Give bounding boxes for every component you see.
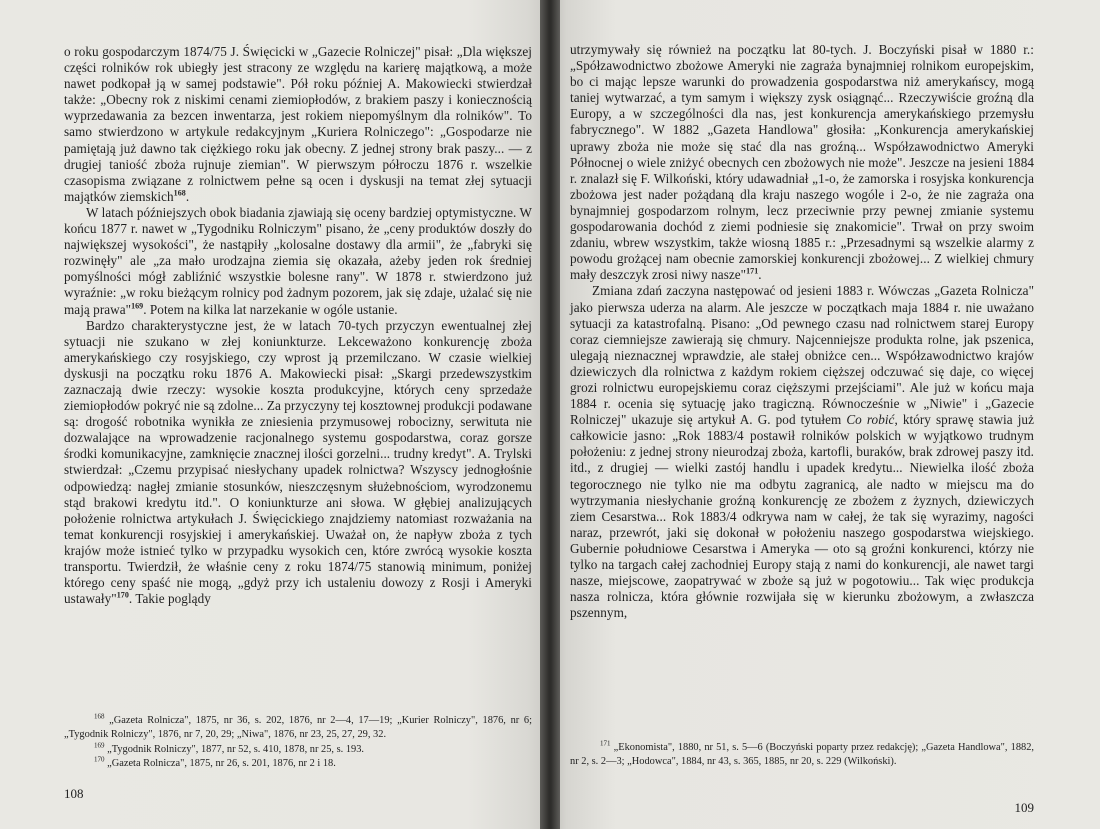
text-run: . <box>758 267 762 283</box>
text-run: , który sprawę stawia już całkowicie jasno: „Rok 1883/4 postawił rolników polskich w wyjątkowo trudnym położeniu: z jednej strony nieurodzaj zboża, kartofli, buraków, brak zdrowej paszy itd. itd., z drugiej — wielki zastój handlu i upadek kredytu... Niewielka ilość zboża tegorocznego nie tylko nie ma odbytu zagranicą, ale nadto w miejscu ma do wytrzymania niesłychanie groźną konkurencję ze zbożem z żyznych, dziewiczych ziem Cesarstwa... Rok 1883/4 odkrywa nam w całej, że tak się wyrazimy, nagości naraz, przewrót, jaki się dokonał w położeniu naszego gospodarstwa wiejskiego. Gubernie południowe Cesarstwa i Ameryka — oto są groźni konkurenci, którzy nie tylko na targach całej zachodniej Europy stają z nami do konkurencji, ale nawet targi nasze, miejscowe, zaopatrywać w zboże są już w pogotowiu... Tak więc produkcja nasza rolnicza, która głównie rozwijała się w kierunku zbożowym, a zwłaszcza pszennym, <box>570 412 1034 621</box>
footnote-text: „Tygodnik Rolniczy", 1877, nr 52, s. 410, 1878, nr 25, s. 193. <box>107 743 365 755</box>
left-footnotes <box>64 714 532 772</box>
text-run: . Takie poglądy <box>128 591 211 607</box>
text-run: . <box>185 188 190 204</box>
footnote <box>64 757 532 771</box>
footnote <box>570 741 1034 770</box>
italic-title: Co robić <box>846 412 895 428</box>
footnote-number: 171 <box>600 739 611 748</box>
page-number: 108 <box>64 786 84 801</box>
footnote-text: „Gazeta Rolnicza", 1875, nr 26, s. 201, 1876, nr 2 i 18. <box>107 758 336 770</box>
footnote-number: 169 <box>94 741 105 750</box>
footnote <box>64 714 532 743</box>
book-gutter <box>540 0 560 829</box>
text-run: W latach późniejszych obok biadania zjawiają się oceny bardziej optymistyczne. W końcu 1877 r. nawet w „Tygodniku Rolniczym" pisano, że „ceny produktów doszły do największej wysokości", że nastąpiły „kolosalne dostawy dla armii", że „fabryki się rozwinęły" ale „za mało urodzajna ziemia się okazała, ażeby jeden rok średniej pomyślności mógł zabliźnić wszystkie bolesne rany". W 1878 r. stwierdzono już wyraźnie: „w roku bieżącym rolnicy pod żadnym pozorem, jak się zdaje, użalać się nie mają prawa" <box>64 204 532 317</box>
text-run: Bardzo charakterystyczne jest, że w latach 70-tych przyczyn ewentualnej złej sytuacji nie szukano w złej koniunkturze. Lekceważono konkurencję zboża amerykańskiego czy rosyjskiego, czy wprost ją przemilczano. W czasie wielkiej dyskusji na początku roku 1876 A. Makowiecki pisał: „Skargi przedewszystkim zaznaczają dwie rzeczy: wysokie koszta produkcyjne, których ceny sprzedaże ziemiopłodów pokryć nie są zdolne... Za przyczyny tej kosztownej produkcji podawane są: drogość robotnika wynikła ze zniesienia przymusowej robocizny, serwituta nie dozwalające na wprowadzenie racjonalnego systemu gospodarstwa, coraz gorsze środki komunikacyjne, zamknięcie znacznej ilości gorzelni... trudny kredyt". A. Trylski stwierdzał: „Czemu przypisać niesłychany upadek rolnictwa? Wszyscy jednogłośnie odpowiedzą: nagłej zmianie stosunków, nieszczęsnym służebnościom, wyrodzonemu stąd brakowi kredytu itd.". O koniunkturze ani słowa. W głębiej analizujących położenie rolnictwa artykułach J. Święcickiego znajdziemy natomiast rozważania na temat konkurencji rosyjskiej i amerykańskiej. Uważał on, że napływ zboża z tych krajów może istnieć tylko w przypadku wysokich cen, które zwrócą wysokie koszta transportu. Twierdził, że właśnie ceny z roku 1874/75 stanowią minimum, poniżej którego ceny spaść nie mogą, „gdyż przy ich ustaleniu dowozy z Rosji i Ameryki ustawały" <box>64 317 532 607</box>
text-run: . Potem na kilka lat narzekanie w ogóle ustanie. <box>143 301 398 317</box>
footnote <box>64 743 532 757</box>
footnote-reference: 169 <box>131 301 144 311</box>
footnote-number: 170 <box>94 755 105 764</box>
footnote-number: 168 <box>94 712 105 721</box>
text-run: Zmiana zdań zaczyna następować od jesieni 1883 r. Wówczas „Gazeta Rolnicza" jako pierwsza uderza na alarm. Ale jeszcze w początkach maja 1884 r. nie uważano sytuacji za katastrofalną. Pisano: „Od pewnego czasu nad rolnictwem starej Europy coraz ciemniejsze zawierają się chmury. Najcenniejsze produkta rolne, jak pszenica, ulegają nieznacznej wprawdzie, ale stałej obniżce cen... Współzawodnictwo krajów dziewiczych dla rolnictwa z każdym rokiem cięższej odczuwać się daje, co więcej grozi rolnictwu europejskiemu coraz cięższymi przejściami". Ale już w końcu maja 1884 r. ocenia się sytuację jako tragiczną. Równocześnie w „Niwie" i „Gazecie Rolniczej" ukazuje się artykuł A. G. pod tytułem <box>570 283 1034 428</box>
footnote-reference: 170 <box>116 590 129 600</box>
paragraph <box>64 318 532 608</box>
paragraph <box>64 44 532 205</box>
right-footnotes <box>570 741 1034 770</box>
left-body-text <box>64 44 532 607</box>
right-body-text <box>570 42 1034 621</box>
paragraph <box>570 283 1034 621</box>
footnote-text: „Gazeta Rolnicza", 1875, nr 36, s. 202, 1876, nr 2—4, 17—19; „Kurier Rolniczy", 1876, nr 6; „Tygodnik Rolniczy", 1876, nr 7, 20, 29; „Niwa", 1876, nr 23, 25, 27, 29, 32. <box>64 715 532 741</box>
footnote-reference: 168 <box>173 188 186 198</box>
paragraph <box>570 42 1034 283</box>
footnote-reference: 171 <box>746 266 759 276</box>
page-number: 109 <box>1014 800 1034 815</box>
right-page <box>550 0 1100 829</box>
footnote-text: „Ekonomista", 1880, nr 51, s. 5—6 (Boczyński poparty przez redakcję); „Gazeta Handlowa", 1882, nr 2, s. 2—3; „Hodowca", 1884, nr 43, s. 365, 1885, nr 20, s. 229 (Wilkoński). <box>570 742 1034 768</box>
text-run: o roku gospodarczym 1874/75 J. Święcicki w „Gazecie Rolniczej" pisał: „Dla większej części rolników rok ubiegły jest stracony ze względu na karierę majątkową, a może nawet podkopał ją w samej podstawie". Pół roku później A. Makowiecki stwierdzał także: „Obecny rok z niskimi cenami ziemiopłodów, z brakiem paszy i koniecznością wyprzedawania za bezcen inwentarza, jest rokiem niepomyślnym dla rolników". To samo stwierdzono w artykule redakcyjnym „Kuriera Rolniczego": „Gospodarze nie pamiętają już dawno tak ciężkiego roku jak obecny. Z jednej strony brak paszy... — z drugiej taniość zboża rujnuje ziemian". W pierwszym półroczu 1876 r. wszelkie czasopisma związane z rolnictwem pełne są ocen i dyskusji na temat złej sytuacji majątków ziemskich <box>64 44 532 204</box>
text-run: utrzymywały się również na początku lat 80-tych. J. Boczyński pisał w 1880 r.: „Spółzawodnictwo zbożowe Ameryki nie zagraża bynajmniej rolnikom europejskim, bo ci mając lepsze warunki do prowadzenia gospodarstwa niż amerykańscy, mogą taniej wytwarzać, a tym samym i większy zysk osiągnąć... Rzeczywiście groźną dla Europy, a w szczególności dla nas, jest konkurencja amerykańskiego przemysłu fabrycznego". W 1882 „Gazeta Handlowa" głosiła: „Konkurencja amerykańskiej uprawy zboża nie może się stać dla nas groźną... Współzawodnictwo Ameryki Północnej o wiele zniżyć obecnych cen zbożowych nie może". Jeszcze na jesieni 1884 r. znalazł się F. Wilkoński, który udawadniał „1-o, że zamorska i rosyjska konkurencja zbożowa jest nader pożądaną dla kraju naszego wogóle i 2-o, że nie zagraża ona bynajmniej gospodarzom rolnym, lecz przeciwnie przy pewnej zmianie systemu gospodarowania dochód z ziemi podniesie się znakomicie". Trwał on przy swoim zdaniu, wbrew wszystkim, także wiosną 1885 r.: „Przesadnymi są wszelkie alarmy z powodu grożącej nam obecnie zamorskiej konkurencji zbożowej... Z wielkiej chmury mały deszczyk zrosi niwy nasze" <box>570 42 1034 283</box>
paragraph <box>64 205 532 318</box>
